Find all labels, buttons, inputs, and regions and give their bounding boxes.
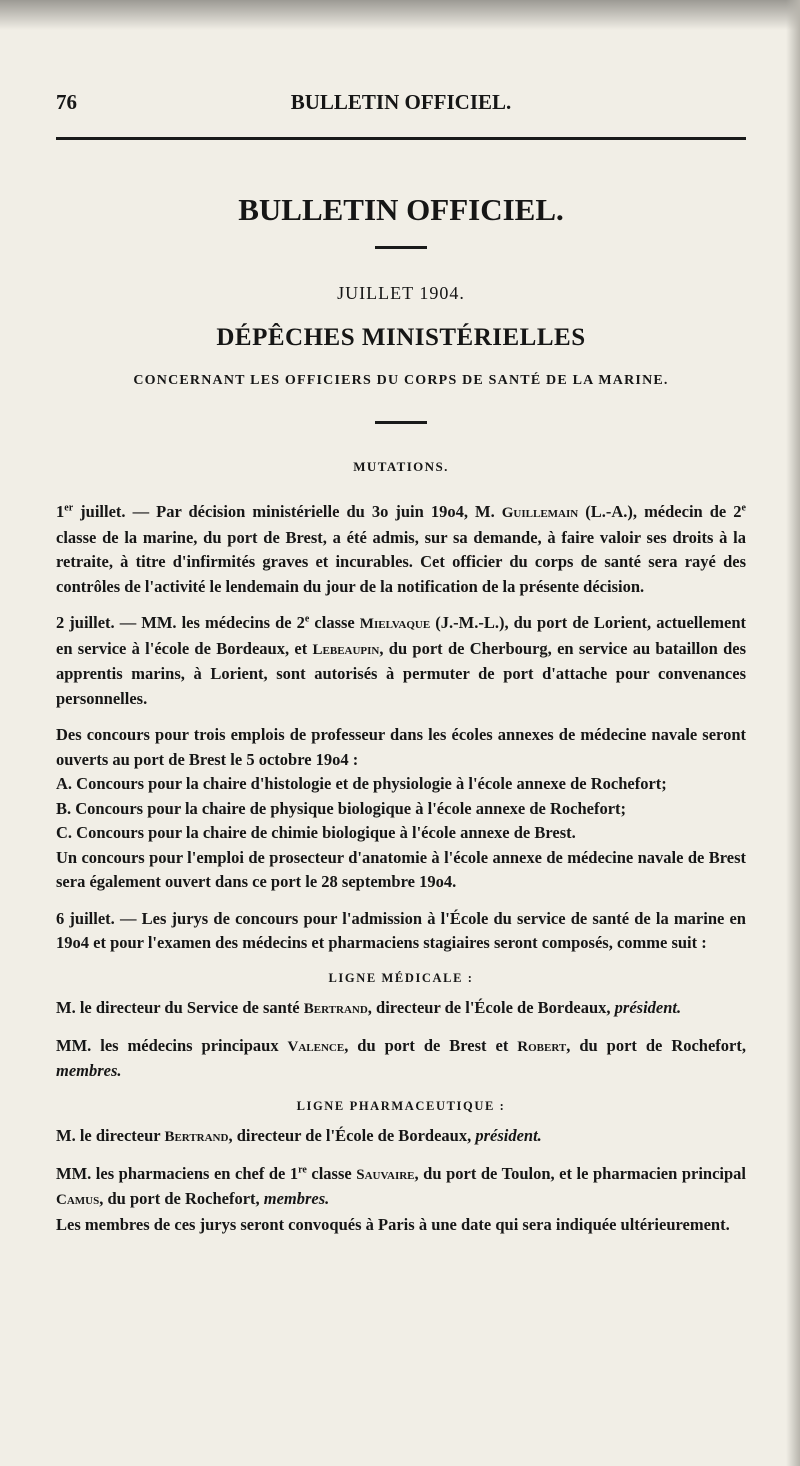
subheading-ligne-pharmaceutique: LIGNE PHARMACEUTIQUE : [296, 1098, 506, 1113]
scan-edge-top [0, 0, 800, 30]
jury-pharma-president: M. le directeur Bertrand, directeur de l'École de Bordeaux, président. [56, 1126, 542, 1145]
list-item-c: C. Concours pour la chaire de chimie biologique à l'école annexe de Brest. [56, 823, 576, 842]
running-header [56, 86, 746, 120]
page-title: BULLETIN OFFICIEL. [238, 192, 564, 227]
paragraph-4: 6 juillet. — Les jurys de concours pour l'admission à l'École du service de santé de la marine en 19o4 et pour l'examen des médecins et pharmaciens stagiaires seront composés, comme suit : [56, 908, 746, 952]
list-item-a: A. Concours pour la chaire d'histologie et de physiologie à l'école annexe de Rochefort; [56, 774, 667, 793]
body-text [56, 500, 746, 1237]
jury-medical-members: MM. les médecins principaux Valence, du port de Brest et Robert, du port de Rochefort, membres. [56, 1035, 747, 1080]
paragraph-3-prosecteur: Un concours pour l'emploi de prosecteur d'anatomie à l'école annexe de médecine navale de Brest sera également ouvert dans ce port le 28 septembre 19o4. [56, 847, 746, 891]
title-divider [375, 246, 427, 249]
section-subtitle: CONCERNANT LES OFFICIERS DU CORPS DE SANTÉ DE LA MARINE. [133, 373, 669, 388]
date-heading: JUILLET 1904. [337, 283, 465, 303]
scan-edge-right [786, 0, 800, 1466]
section-title: DÉPÊCHES MINISTÉRIELLES [216, 324, 586, 351]
subheading-ligne-medicale: LIGNE MÉDICALE : [328, 970, 474, 985]
section-divider [375, 421, 427, 424]
jury-medical-president: M. le directeur du Service de santé Bertrand, directeur de l'École de Bordeaux, président. [56, 998, 682, 1017]
closing-paragraph: Les membres de ces jurys seront convoqués à Paris à une date qui sera indiquée ultérieurement. [56, 1214, 730, 1234]
mutations-heading: MUTATIONS. [353, 459, 449, 474]
running-title: BULLETIN OFFICIEL. [290, 90, 512, 114]
jury-pharma-members: MM. les pharmaciens en chef de 1re classe Sauvaire, du port de Toulon, et le pharmacien principal Camus, du port de Rochefort, membres. [56, 1163, 747, 1208]
page-number: 76 [56, 90, 77, 114]
list-item-b: B. Concours pour la chaire de physique biologique à l'école annexe de Rochefort; [56, 798, 627, 818]
header-rule [56, 137, 746, 140]
paragraph-3-intro: Des concours pour trois emplois de professeur dans les écoles annexes de médecine navale seront ouverts au port de Brest le 5 octobre 19o4 : [56, 725, 746, 769]
paragraph-2: 2 juillet. — MM. les médecins de 2e classe Mielvaque (J.-M.-L.), du port de Lorient, actuellement en service à l'école de Bordeaux, et Lebeaupin, du port de Cherbourg, en service au bataillon des apprentis marins, à Lorient, sont autorisés à permuter de port d'attache pour convenances personnelles. [56, 613, 747, 708]
paragraph-1: 1er juillet. — Par décision ministérielle du 3o juin 19o4, M. Guillemain (L.-A.), médecin de 2e classe de la marine, du port de Brest, a été admis, sur sa demande, à faire valoir ses droits à la retraite, à titre d'infirmités graves et incurables. Cet officier du corps de santé sera rayé des contrôles de l'activité le lendemain du jour de la notification de la présente décision. [56, 502, 746, 596]
